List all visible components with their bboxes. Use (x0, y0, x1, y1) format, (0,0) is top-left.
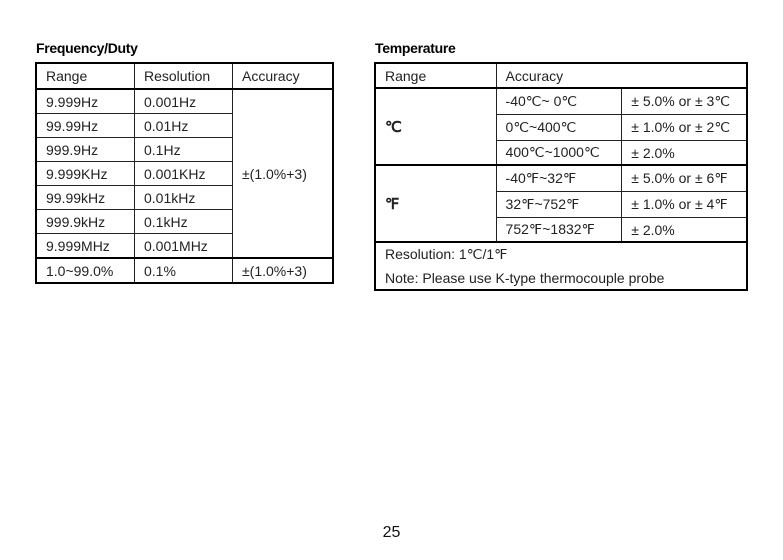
resolution-cell: 0.001KHz (135, 162, 233, 186)
range-cell: 9.999Hz (36, 89, 135, 114)
table-header-row (36, 63, 333, 89)
range-cell: 32℉~752℉ (496, 192, 622, 218)
duty-range-cell: 1.0~99.0% (36, 258, 135, 283)
fahrenheit-unit-label: ℉ (375, 165, 496, 242)
header-accuracy: Accuracy (496, 63, 747, 88)
resolution-cell: 0.1kHz (135, 210, 233, 234)
header-range: Range (375, 63, 496, 88)
table-row (375, 165, 747, 192)
range-cell: 400℃~1000℃ (496, 141, 622, 166)
accuracy-cell: ± 5.0% or ± 6℉ (622, 165, 747, 192)
accuracy-cell: ± 2.0% (622, 141, 747, 166)
accuracy-cell: ± 2.0% (622, 218, 747, 243)
temperature-heading: Temperature (375, 40, 456, 56)
range-cell: 99.99kHz (36, 186, 135, 210)
table-header-row (375, 63, 747, 88)
range-cell: 9.999MHz (36, 234, 135, 259)
header-resolution: Resolution (135, 63, 233, 89)
duty-row (36, 258, 333, 283)
table-row (375, 88, 747, 115)
range-cell: 0℃~400℃ (496, 115, 622, 141)
frequency-duty-heading: Frequency/Duty (36, 40, 138, 56)
accuracy-cell: ± 5.0% or ± 3℃ (622, 88, 747, 115)
temperature-note-text: Note: Please use K-type thermocouple probe (375, 266, 747, 290)
range-cell: -40℃~ 0℃ (496, 88, 622, 115)
resolution-cell: 0.1Hz (135, 138, 233, 162)
temperature-table (374, 62, 748, 291)
resolution-cell: 0.01kHz (135, 186, 233, 210)
range-cell: 752℉~1832℉ (496, 218, 622, 243)
table-row (36, 89, 333, 114)
page-number: 25 (382, 524, 401, 541)
frequency-duty-table (35, 62, 334, 284)
range-cell: 999.9kHz (36, 210, 135, 234)
header-range: Range (36, 63, 135, 89)
range-cell: 9.999KHz (36, 162, 135, 186)
frequency-accuracy-cell: ±(1.0%+3) (233, 89, 334, 258)
resolution-cell: 0.001Hz (135, 89, 233, 114)
celsius-unit-label: ℃ (375, 88, 496, 165)
resolution-cell: 0.01Hz (135, 114, 233, 138)
range-cell: -40℉~32℉ (496, 165, 622, 192)
accuracy-cell: ± 1.0% or ± 2℃ (622, 115, 747, 141)
accuracy-cell: ± 1.0% or ± 4℉ (622, 192, 747, 218)
note-row (375, 266, 747, 290)
temperature-resolution-text: Resolution: 1℃/1℉ (375, 242, 747, 266)
duty-resolution-cell: 0.1% (135, 258, 233, 283)
resolution-cell: 0.001MHz (135, 234, 233, 259)
header-accuracy: Accuracy (233, 63, 334, 89)
range-cell: 999.9Hz (36, 138, 135, 162)
range-cell: 99.99Hz (36, 114, 135, 138)
duty-accuracy-cell: ±(1.0%+3) (233, 258, 334, 283)
resolution-row (375, 242, 747, 266)
